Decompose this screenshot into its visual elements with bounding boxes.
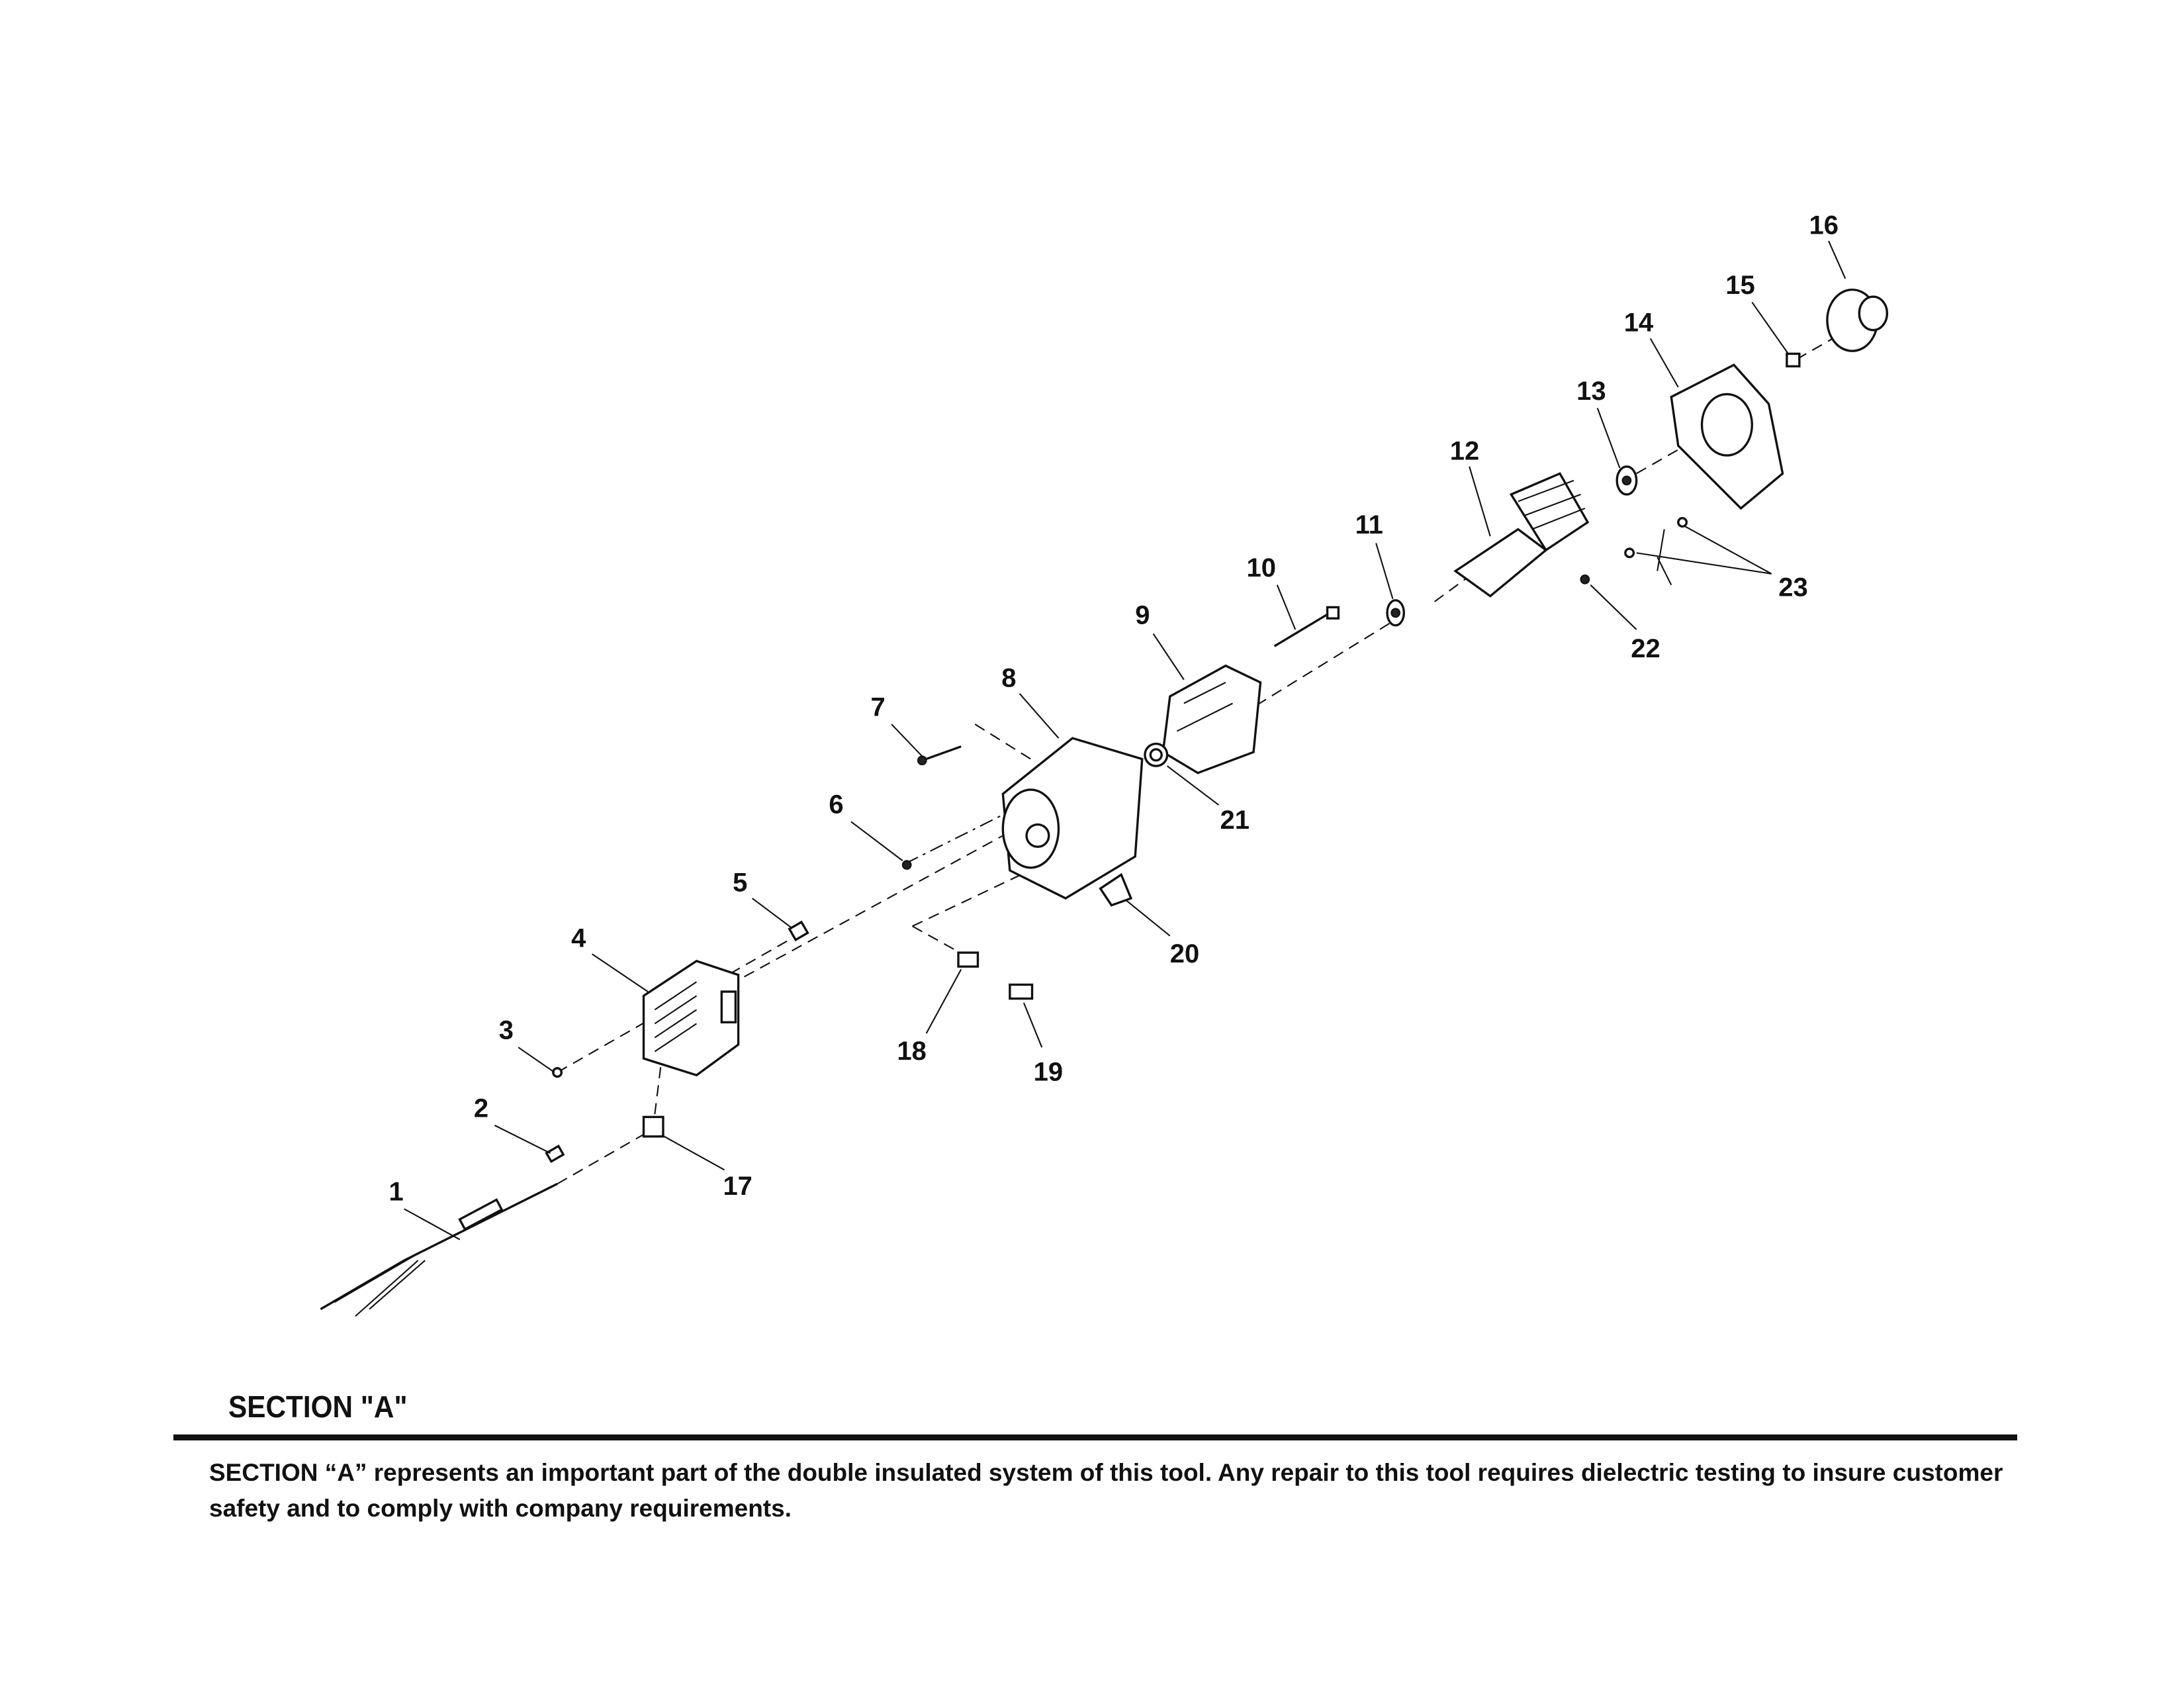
part-6-nut	[903, 861, 911, 869]
part-label-8: 8	[1001, 663, 1017, 693]
part-number-labels	[389, 211, 1839, 1206]
part-22-screw	[1580, 575, 1589, 584]
part-label-23: 23	[1778, 573, 1808, 602]
leader-lines	[404, 241, 1846, 1240]
part-5-screw	[790, 922, 808, 940]
part-15-bushing	[1787, 353, 1799, 366]
part-12-armature	[1455, 473, 1588, 596]
part-13-bearing	[1617, 467, 1636, 494]
part-label-3: 3	[498, 1015, 514, 1045]
part-19-brush-holder	[1010, 985, 1032, 999]
part-18-brush	[958, 953, 978, 966]
part-label-16: 16	[1809, 211, 1839, 240]
part-label-14: 14	[1623, 308, 1654, 338]
part-label-13: 13	[1576, 376, 1606, 406]
part-10-bolt	[1275, 607, 1339, 646]
part-label-11: 11	[1355, 510, 1383, 539]
part-label-1: 1	[388, 1177, 404, 1207]
part-label-2: 2	[473, 1094, 489, 1123]
part-label-17: 17	[723, 1172, 752, 1201]
part-label-20: 20	[1169, 939, 1200, 968]
part-label-9: 9	[1135, 600, 1150, 630]
part-label-18: 18	[897, 1037, 927, 1066]
part-4-end-cap	[644, 961, 739, 1076]
part-label-21: 21	[1220, 805, 1250, 835]
part-11-bearing	[1387, 600, 1404, 626]
part-label-22: 22	[1631, 634, 1661, 664]
part-17-strain-relief	[644, 1117, 663, 1136]
part-label-5: 5	[733, 868, 748, 898]
section-note: SECTION “A” represents an important part of the double insulated system of this tool. Any repair to this tool requires dielectric testing to insure customer safety and to comply with company requirements.	[209, 1459, 2003, 1522]
part-label-15: 15	[1725, 270, 1755, 300]
part-label-12: 12	[1449, 436, 1480, 466]
part-label-7: 7	[870, 692, 886, 722]
part-14-gear-housing	[1671, 365, 1782, 508]
part-label-4: 4	[571, 923, 586, 953]
part-9-field-stator	[1163, 666, 1260, 773]
section-title: SECTION "A"	[228, 1389, 408, 1424]
part-label-6: 6	[829, 790, 844, 820]
part-23-spring-clips	[1625, 518, 1687, 585]
part-2-connector	[547, 1146, 564, 1161]
part-1-power-cord	[320, 1184, 557, 1316]
part-21-washer	[1145, 744, 1167, 767]
part-label-10: 10	[1246, 553, 1277, 583]
part-16-gear	[1827, 290, 1887, 352]
part-label-19: 19	[1033, 1057, 1064, 1087]
part-7-screw	[918, 747, 961, 765]
section-divider	[173, 1434, 2017, 1440]
